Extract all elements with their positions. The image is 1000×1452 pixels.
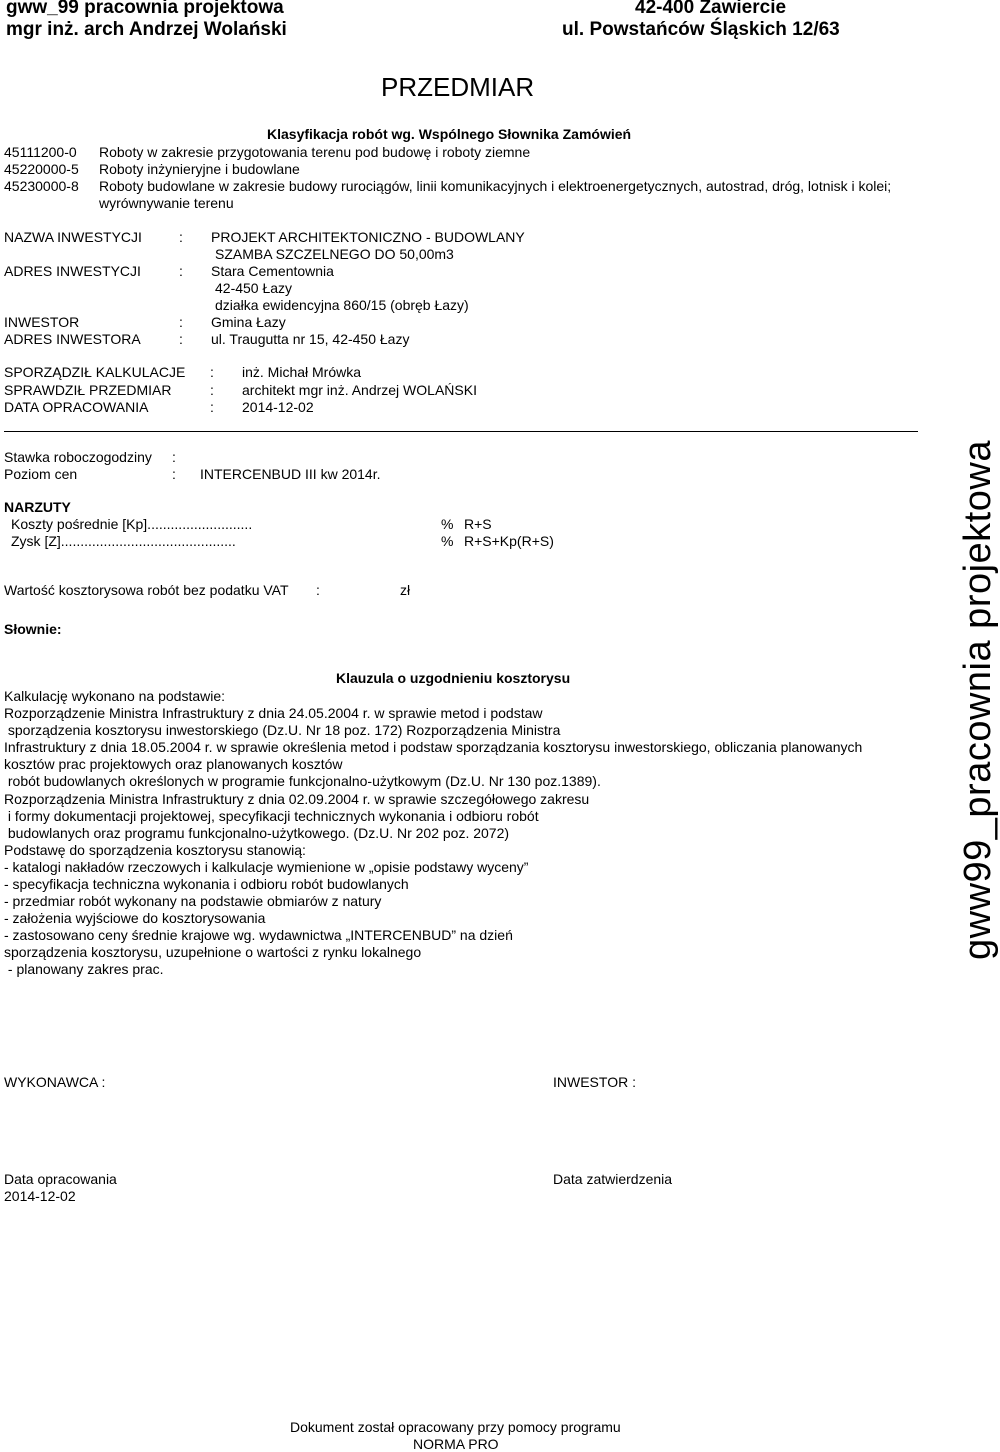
prep-date-signature-value: 2014-12-02 (4, 1188, 76, 1204)
clause-line: kosztów prac projektowych oraz planowanych kosztów (4, 756, 343, 772)
colon: : (179, 314, 183, 330)
clause-line: Podstawę do sporządzenia kosztorysu stanowią: (4, 842, 306, 858)
colon: : (316, 582, 320, 598)
indirect-costs-base: R+S (464, 516, 492, 532)
cpv-code: 45111200-0 (4, 144, 77, 160)
section-divider (4, 431, 918, 432)
prep-date-signature-label: Data opracowania (4, 1171, 117, 1187)
profit-base: R+S+Kp(R+S) (464, 533, 554, 549)
investor-value: Gmina Łazy (211, 314, 286, 330)
investment-address-value: Stara Cementownia (211, 263, 334, 279)
cpv-description: Roboty budowlane w zakresie budowy rurociągów, linii komunikacyjnych i elektroenergetycznych, autostrad, dróg, lotnisk i kolei; (99, 178, 892, 194)
clause-line: - przedmiar robót wykonany na podstawie obmiarów z natury (4, 893, 382, 909)
investment-address-value-2: 42-450 Łazy (215, 280, 293, 296)
footer-line-1: Dokument został opracowany przy pomocy programu (290, 1419, 621, 1435)
classification-heading: Klasyfikacja robót wg. Wspólnego Słownika Zamówień (267, 126, 632, 142)
surcharges-heading: NARZUTY (4, 499, 71, 515)
vertical-watermark: gww99_pracownia projektowa (957, 440, 999, 960)
office-name: gww_99 pracownia projektowa (6, 0, 284, 18)
clause-line: - specyfikacja techniczna wykonania i odbioru robót budowlanych (4, 876, 409, 892)
cpv-description: Roboty w zakresie przygotowania terenu pod budowę i roboty ziemne (99, 144, 531, 160)
prep-date-value: 2014-12-02 (242, 399, 314, 415)
colon: : (179, 229, 183, 245)
office-street: ul. Powstańców Śląskich 12/63 (562, 19, 840, 40)
footer-line-2: NORMA PRO (413, 1436, 499, 1452)
clause-line: - założenia wyjściowe do kosztorysowania (4, 910, 266, 926)
calc-author-value: inż. Michał Mrówka (242, 364, 362, 380)
investor-signature-label: INWESTOR : (553, 1074, 636, 1090)
clause-line: - katalogi nakładów rzeczowych i kalkulacje wymienione w „opisie podstawy wyceny” (4, 859, 529, 875)
document-title: PRZEDMIAR (381, 72, 535, 102)
checker-label: SPRAWDZIŁ PRZEDMIAR (4, 382, 172, 398)
clause-line: Rozporządzenie Ministra Infrastruktury z dnia 24.05.2004 r. w sprawie metod i podstaw (4, 705, 543, 721)
approval-date-label: Data zatwierdzenia (553, 1171, 673, 1187)
checker-value: architekt mgr inż. Andrzej WOLAŃSKI (242, 382, 477, 398)
investment-address-value-3: działka ewidencyjna 860/15 (obręb Łazy) (215, 297, 469, 313)
cpv-code: 45220000-5 (4, 161, 79, 177)
investment-name-value: PROJEKT ARCHITEKTONICZNO - BUDOWLANY (211, 229, 525, 245)
colon: : (179, 331, 183, 347)
calc-author-label: SPORZĄDZIŁ KALKULACJE (4, 364, 186, 380)
clause-line: sporządzenia kosztorysu, uzupełnione o wartości z rynku lokalnego (4, 944, 422, 960)
investor-label: INWESTOR (4, 314, 80, 330)
clause-line: Infrastruktury z dnia 18.05.2004 r. w sprawie określenia metod i podstaw sporządzania kosztorysu inwestorskiego, obliczania planowanych (4, 739, 863, 755)
colon: : (210, 399, 214, 415)
office-city: 42-400 Zawiercie (635, 0, 787, 18)
in-words-label: Słownie: (4, 621, 62, 637)
profit-unit: % (441, 533, 454, 549)
prep-date-label: DATA OPRACOWANIA (4, 399, 149, 415)
colon: : (210, 364, 214, 380)
investment-address-label: ADRES INWESTYCJI (4, 263, 141, 279)
colon: : (179, 263, 183, 279)
profit-label: Zysk [Z]............................................. (11, 533, 236, 549)
clause-line: i formy dokumentacji projektowej, specyfikacji technicznych wykonania i odbioru robót (4, 808, 539, 824)
colon: : (172, 466, 176, 482)
clause-heading: Klauzula o uzgodnieniu kosztorysu (336, 670, 571, 686)
contractor-label: WYKONAWCA : (4, 1074, 106, 1090)
investment-name-label: NAZWA INWESTYCJI (4, 229, 142, 245)
cpv-code: 45230000-8 (4, 178, 79, 194)
cpv-description-continued: wyrównywanie terenu (99, 195, 234, 211)
indirect-costs-unit: % (441, 516, 454, 532)
investment-name-value-2: SZAMBA SZCZELNEGO DO 50,00m3 (215, 246, 454, 262)
clause-line: Kalkulację wykonano na podstawie: (4, 688, 226, 704)
currency-label: zł (400, 582, 411, 598)
colon: : (172, 449, 176, 465)
investor-address-value: ul. Traugutta nr 15, 42-450 Łazy (211, 331, 410, 347)
total-value-label: Wartość kosztorysowa robót bez podatku VAT (4, 582, 289, 598)
clause-line: budowlanych oraz programu funkcjonalno-użytkowego. (Dz.U. Nr 202 poz. 2072) (4, 825, 510, 841)
cpv-description: Roboty inżynieryjne i budowlane (99, 161, 300, 177)
author-name: mgr inż. arch Andrzej Wolański (6, 19, 287, 40)
clause-line: robót budowlanych określonych w programie funkcjonalno-użytkowym (Dz.U. Nr 130 poz.1389). (4, 773, 601, 789)
clause-line: sporządzenia kosztorysu inwestorskiego (Dz.U. Nr 18 poz. 172) Rozporządzenia Ministra (4, 722, 561, 738)
price-level-value: INTERCENBUD III kw 2014r. (200, 466, 381, 482)
clause-line: - zastosowano ceny średnie krajowe wg. wydawnictwa „INTERCENBUD” na dzień (4, 927, 513, 943)
indirect-costs-label: Koszty pośrednie [Kp]........................... (11, 516, 253, 532)
hourly-rate-label: Stawka roboczogodziny (4, 449, 152, 465)
colon: : (210, 382, 214, 398)
price-level-label: Poziom cen (4, 466, 78, 482)
clause-line: Rozporządzenia Ministra Infrastruktury z dnia 02.09.2004 r. w sprawie szczegółowego zakresu (4, 791, 590, 807)
investor-address-label: ADRES INWESTORA (4, 331, 141, 347)
clause-line: - planowany zakres prac. (4, 961, 164, 977)
